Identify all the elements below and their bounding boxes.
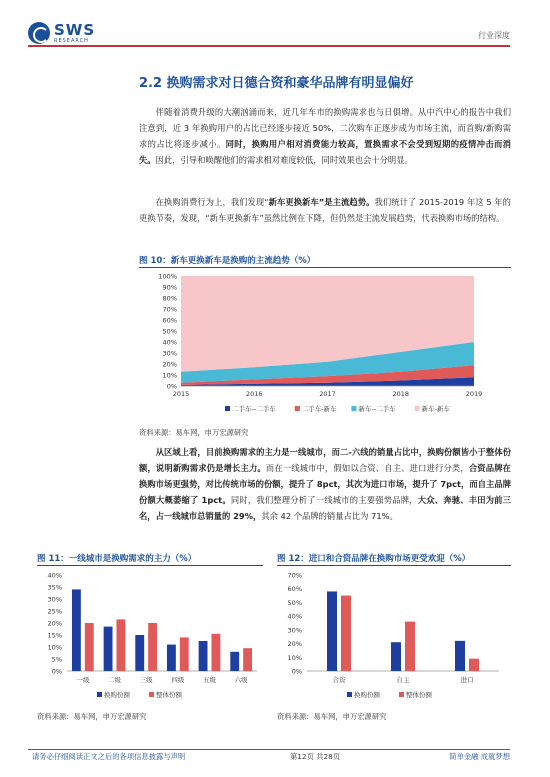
y-tick-label: 35% xyxy=(47,583,62,592)
bar-overall xyxy=(341,596,351,671)
bar-overall xyxy=(469,659,479,671)
x-tick-label: 2019 xyxy=(465,390,483,398)
fig11-bar-chart xyxy=(37,567,263,705)
y-tick-label: 50% xyxy=(162,327,177,336)
fig10-source: 资料来源：易车网，申万宏源研究 xyxy=(139,428,249,437)
legend-label: 新车-新车 xyxy=(421,405,450,413)
report-category: 行业深度 xyxy=(478,31,510,40)
y-tick-label: 70% xyxy=(287,571,302,580)
fig11-divider xyxy=(37,565,263,566)
bar-replacement xyxy=(455,641,465,671)
footer-divider xyxy=(28,749,510,750)
header-divider xyxy=(28,45,510,47)
y-tick-label: 60% xyxy=(162,316,177,325)
fig10-divider xyxy=(139,267,511,268)
paragraph-3 xyxy=(139,444,511,524)
bar-replacement xyxy=(167,645,176,671)
y-tick-label: 10% xyxy=(162,371,177,380)
paragraph-1 xyxy=(139,104,511,168)
legend-swatch xyxy=(295,406,300,411)
legend-swatch xyxy=(399,692,404,697)
logo-subtext: RESEARCH xyxy=(54,37,89,44)
x-tick-label: 2017 xyxy=(319,390,336,398)
x-tick-label: 五级 xyxy=(203,676,216,684)
y-tick-label: 20% xyxy=(162,360,177,369)
bar-overall xyxy=(117,619,126,671)
p3-text-bold-c: 合资品牌在换购市场更强势，对比传统市场的份额，提升了 8pct，其次为进口市场，提升了 7pct，而自主品牌份额大概萎缩了 1pct。 xyxy=(139,463,511,505)
y-tick-label: 40% xyxy=(47,571,62,580)
legend-label: 新车--二手车 xyxy=(358,405,396,413)
fig10-area-chart xyxy=(139,270,511,422)
footer-slogan: 简单金融 成就梦想 xyxy=(449,752,510,761)
legend-swatch xyxy=(225,406,230,411)
y-tick-label: 80% xyxy=(162,294,177,303)
x-tick-label: 进口 xyxy=(460,676,474,684)
legend-swatch xyxy=(149,692,154,697)
y-tick-label: 15% xyxy=(47,631,62,640)
y-tick-label: 10% xyxy=(47,643,62,652)
bar-overall xyxy=(243,648,252,671)
y-tick-label: 30% xyxy=(287,626,302,635)
p2-text-bold: 新车更换新车”是主流趋势。 xyxy=(268,197,375,207)
y-tick-label: 0% xyxy=(166,382,177,391)
legend-swatch xyxy=(97,692,102,697)
paragraph-2 xyxy=(139,194,511,226)
legend-swatch xyxy=(415,406,420,411)
bar-overall xyxy=(405,622,415,671)
fig12-divider xyxy=(277,565,511,566)
bar-overall xyxy=(212,634,221,671)
legend-label: 二手车-新车 xyxy=(301,405,337,413)
y-tick-label: 100% xyxy=(158,272,177,281)
p1-text-c: 因此，引导和唤醒他们的需求相对难度较低，同时效果也会十分明显。 xyxy=(155,155,413,165)
bar-overall xyxy=(85,623,94,671)
fig11-title: 图 11：一线城市是换购需求的主力（%） xyxy=(37,554,197,564)
legend-label: 整体份额 xyxy=(156,691,182,699)
p3-text-d: 同时，我们整理分析了一线城市的主要强势品牌， xyxy=(230,495,418,505)
x-tick-label: 二级 xyxy=(108,676,121,684)
p1-text-a: 伴随着消费升级的大潮汹涌而来，近几年车市的换购需求也与日俱增。从中汽中心的报告中我们注意到，近 3 年换购用户的占比已经逐步接近 50%，二次购车正逐步成为市场主流，而首购/新购需求的占比将逐步减小。 xyxy=(139,107,511,149)
p2-text-c: 我们统计了 2015-2019 年这 5 年的更换节奏，发现，“新车更换新车”虽然比例在下降，但仍然是主流发展趋势，代表换购市场的结构。 xyxy=(139,197,511,223)
y-tick-label: 60% xyxy=(287,585,302,594)
legend-label: 换购份额 xyxy=(104,691,130,699)
x-tick-label: 2015 xyxy=(172,390,190,398)
p3-text-bold-a: 从区域上看，目前换购需求的主力是一线城市，而二-六线的销量占比中，换购份额皆小于整体份额，说明新购需求仍是增长主力。 xyxy=(139,447,511,473)
section-title: 2.2 换购需求对日德合资和豪华品牌有明显偏好 xyxy=(139,76,414,91)
y-tick-label: 40% xyxy=(287,612,302,621)
y-tick-label: 20% xyxy=(287,640,302,649)
bar-replacement xyxy=(230,652,239,671)
x-tick-label: 2018 xyxy=(392,390,410,398)
y-tick-label: 50% xyxy=(287,598,302,607)
logo xyxy=(28,22,95,44)
p2-text-a: 在换购消费行为上，我们发现“ xyxy=(155,197,269,207)
bar-replacement xyxy=(72,589,81,671)
x-tick-label: 合资 xyxy=(332,676,346,684)
legend-label: 整体份额 xyxy=(406,691,432,699)
fig11-source: 资料来源：易车网，申万宏源研究 xyxy=(37,712,147,721)
bar-replacement xyxy=(199,641,208,671)
bar-overall xyxy=(148,623,157,671)
logo-mark-icon xyxy=(28,22,50,44)
y-tick-label: 90% xyxy=(162,283,177,292)
y-tick-label: 20% xyxy=(47,619,62,628)
x-tick-label: 六级 xyxy=(234,676,248,684)
legend-swatch xyxy=(347,692,352,697)
x-tick-label: 一级 xyxy=(76,676,90,684)
y-tick-label: 40% xyxy=(162,338,177,347)
y-tick-label: 70% xyxy=(162,305,177,314)
y-tick-label: 30% xyxy=(162,349,177,358)
fig12-source: 资料来源：易车网，申万宏源研究 xyxy=(277,712,387,721)
bar-replacement xyxy=(104,627,113,671)
logo-text: SWS xyxy=(54,20,96,39)
fig12-title: 图 12：进口和合资品牌在换购市场更受欢迎（%） xyxy=(277,554,471,564)
p3-text-bold-e: 大众、奔驰、丰田为前三名，占一线城市总销量的 29%， xyxy=(139,495,511,521)
x-tick-label: 自主 xyxy=(396,676,410,684)
legend-label: 换购份额 xyxy=(354,691,380,699)
bar-replacement xyxy=(327,591,337,671)
x-tick-label: 2016 xyxy=(245,390,263,398)
legend-swatch xyxy=(351,406,356,411)
bar-replacement xyxy=(391,642,401,671)
bar-overall xyxy=(180,637,189,671)
bar-replacement xyxy=(135,635,144,671)
y-tick-label: 0% xyxy=(51,667,62,676)
y-tick-label: 10% xyxy=(287,653,302,662)
y-tick-label: 5% xyxy=(51,655,62,664)
x-tick-label: 三级 xyxy=(139,676,153,684)
y-tick-label: 30% xyxy=(47,595,62,604)
p1-text-bold: 同时，换购用户相对消费能力较高，置换需求不会受到短期的疫情冲击而消失。 xyxy=(139,139,511,165)
y-tick-label: 25% xyxy=(47,607,62,616)
fig10-title: 图 10：新车更换新车是换购的主流趋势（%） xyxy=(139,256,316,266)
footer-page-number: 第12页 共28页 xyxy=(290,752,341,761)
p3-text-b: 而在一线城市中，假如以合资、自主、进口进行分类， xyxy=(265,463,469,473)
x-tick-label: 四级 xyxy=(171,676,185,684)
fig12-bar-chart xyxy=(277,567,511,705)
footer-disclaimer: 请务必仔细阅读正文之后的各项信息披露与声明 xyxy=(32,752,186,761)
legend-label: 二手车--二手车 xyxy=(232,405,276,413)
p3-text-f: 其余 42 个品牌的销量占比为 71%。 xyxy=(261,511,398,521)
y-tick-label: 0% xyxy=(291,667,302,676)
